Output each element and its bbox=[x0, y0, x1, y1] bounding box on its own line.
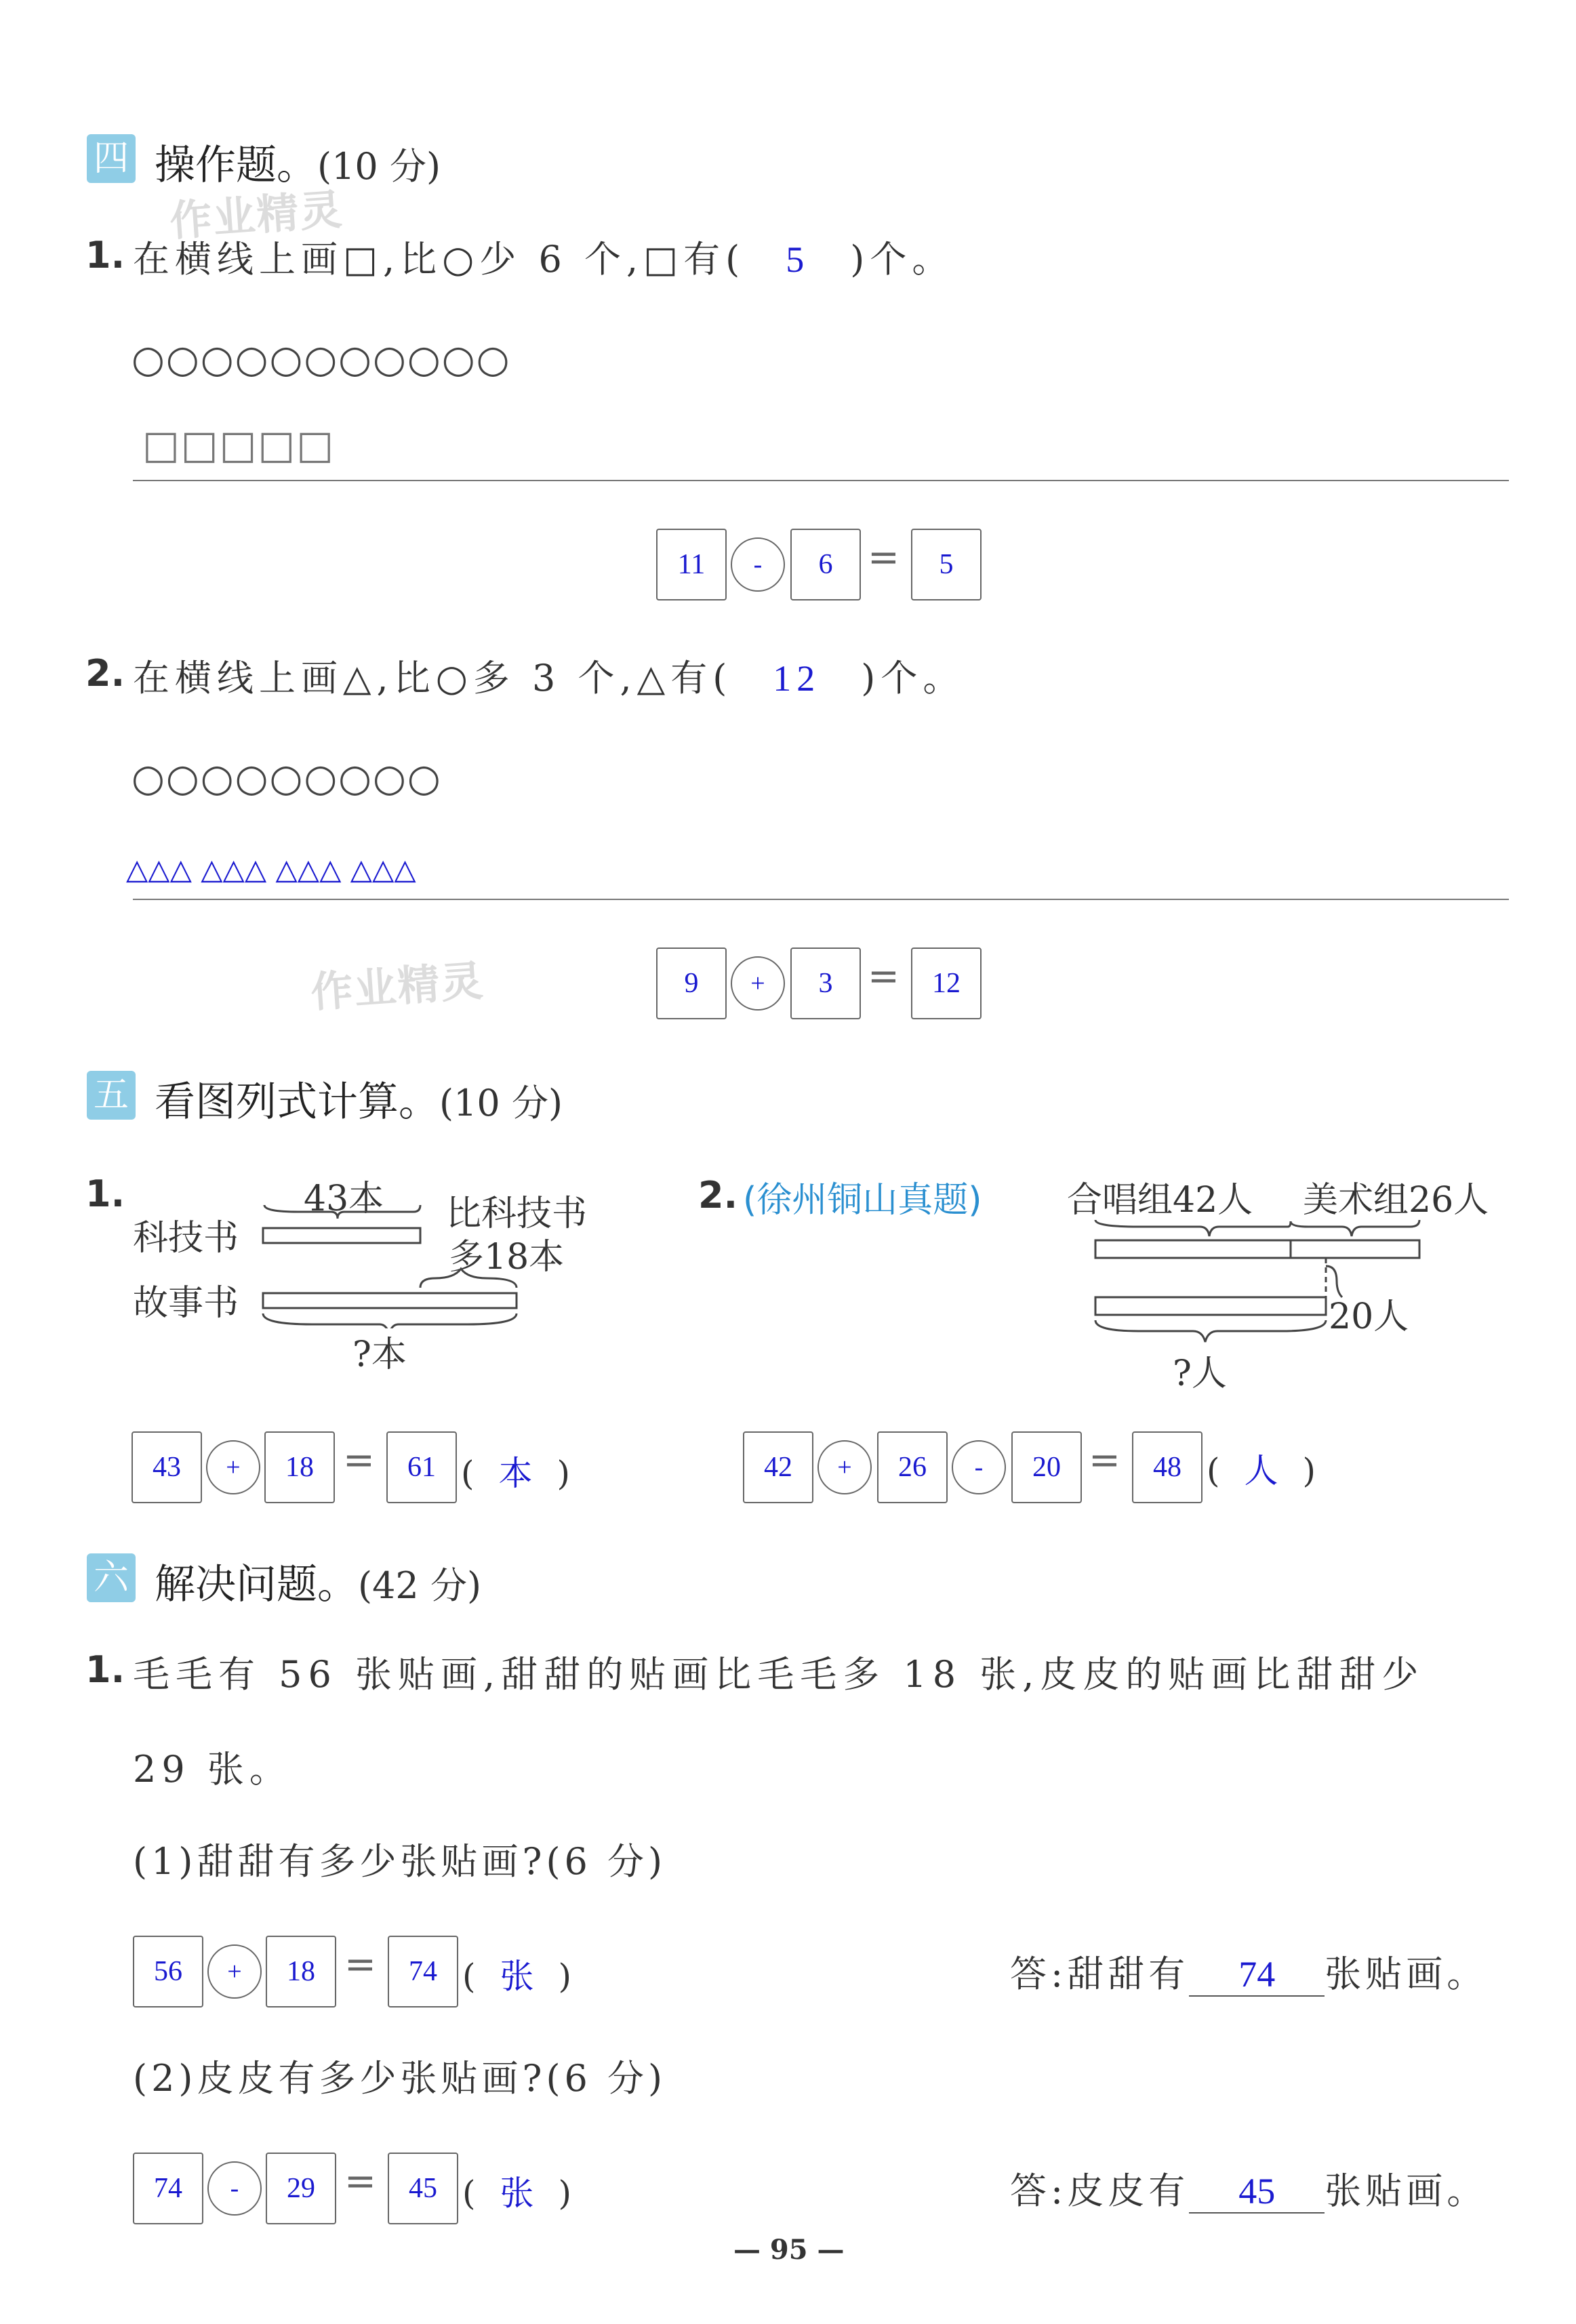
operator-circle: + bbox=[731, 956, 785, 1011]
equation-box-b: 29 bbox=[266, 2153, 336, 2224]
unit-value: 张 bbox=[500, 1957, 534, 1995]
question-text-after: )个。 bbox=[850, 238, 954, 281]
answer-prefix: 答:皮皮有 bbox=[1010, 2169, 1190, 2212]
section-title-text: 看图列式计算。 bbox=[155, 1078, 439, 1126]
section-title-text: 操作题。 bbox=[155, 142, 317, 189]
equals-sign: = bbox=[868, 535, 900, 579]
operator-circle-2: - bbox=[952, 1440, 1006, 1494]
equation-box-result: 48 bbox=[1132, 1431, 1203, 1503]
question-text bbox=[133, 649, 965, 701]
diagram-diff-label: 20人 bbox=[1329, 1297, 1409, 1337]
answer-baseline bbox=[133, 899, 1509, 900]
equals-sign: = bbox=[343, 1438, 375, 1482]
blank-answer: 5 bbox=[786, 239, 810, 280]
sub-question-2: (2)皮皮有多少张贴画?(6 分) bbox=[133, 2057, 667, 2100]
equation-box-b: 26 bbox=[877, 1431, 948, 1503]
answer-suffix: 张贴画。 bbox=[1325, 1953, 1488, 1995]
question-number: 2. bbox=[85, 652, 125, 695]
circles-row: ○○○○○○○○○○○ bbox=[132, 338, 511, 382]
section-badge-6: 六 bbox=[87, 1553, 136, 1602]
section-score: (42 分) bbox=[358, 1564, 482, 1607]
diagram-side-label-2: 多18本 bbox=[449, 1237, 565, 1278]
answer-sentence bbox=[1010, 2162, 1487, 2214]
problem-line-1: 毛毛有 56 张贴画,甜甜的贴画比毛毛多 18 张,皮皮的贴画比甜甜少 bbox=[133, 1653, 1425, 1696]
problem-line-2: 29 张。 bbox=[133, 1748, 291, 1791]
section-badge-5: 五 bbox=[87, 1071, 136, 1120]
diagram-label-b: 美术组26人 bbox=[1303, 1180, 1489, 1221]
section-title-6 bbox=[155, 1552, 481, 1610]
answer-blank: 74 bbox=[1189, 1953, 1325, 1997]
unit-answer: ( 张 ) bbox=[462, 1957, 572, 1996]
question-number: 1. bbox=[85, 1648, 125, 1691]
page-number: — 95 — bbox=[733, 2234, 845, 2266]
equals-sign: = bbox=[868, 954, 900, 998]
question-text-before: 在横线上画□,比○少 6 个,□有( bbox=[133, 238, 746, 281]
equation-box-result: 12 bbox=[911, 947, 982, 1019]
equation-box-a: 9 bbox=[656, 947, 727, 1019]
question-text-after: )个。 bbox=[861, 657, 965, 699]
equation-box-a: 42 bbox=[743, 1431, 813, 1503]
blank-answer: 12 bbox=[773, 658, 821, 699]
operator-circle: - bbox=[731, 537, 785, 592]
watermark: 作业精灵 bbox=[168, 184, 345, 246]
equation-box-a: 56 bbox=[133, 1936, 203, 2007]
question-number: 1. bbox=[85, 234, 125, 277]
unit-answer: ( 张 ) bbox=[462, 2174, 572, 2213]
unit-answer: ( 本 ) bbox=[461, 1454, 571, 1493]
diagram-label-a: 合唱组42人 bbox=[1067, 1180, 1253, 1221]
unit-value: 人 bbox=[1244, 1452, 1278, 1490]
sub-question-1: (1)甜甜有多少张贴画?(6 分) bbox=[133, 1840, 667, 1883]
question-number: 2. bbox=[698, 1174, 738, 1217]
equation-box-b: 3 bbox=[790, 947, 861, 1019]
equation-box-b: 6 bbox=[790, 529, 861, 600]
operator-circle: + bbox=[207, 1944, 262, 1999]
equals-sign: = bbox=[344, 2159, 376, 2203]
section-title-5 bbox=[155, 1069, 563, 1128]
section-score: (10 分) bbox=[317, 145, 441, 188]
unit-answer: ( 人 ) bbox=[1207, 1451, 1316, 1490]
equation-box-result: 61 bbox=[386, 1431, 457, 1503]
operator-circle-1: + bbox=[817, 1440, 872, 1494]
equation-box-result: 5 bbox=[911, 529, 982, 600]
equation-box-a: 74 bbox=[133, 2153, 203, 2224]
diagram-label-bottom: ?本 bbox=[352, 1334, 407, 1375]
diagram-label-bottom: ?人 bbox=[1173, 1353, 1227, 1394]
equation-box-b: 18 bbox=[266, 1936, 336, 2007]
answer-blank: 45 bbox=[1189, 2170, 1325, 2214]
answer-prefix: 答:甜甜有 bbox=[1010, 1953, 1190, 1995]
operator-circle: + bbox=[206, 1440, 260, 1494]
circles-row: ○○○○○○○○○ bbox=[132, 756, 442, 800]
equation-box-result: 45 bbox=[388, 2153, 458, 2224]
question-number: 1. bbox=[85, 1173, 125, 1215]
unit-value: 本 bbox=[498, 1454, 533, 1492]
segment-diagram-groups bbox=[1085, 1206, 1437, 1362]
section-score: (10 分) bbox=[439, 1082, 563, 1124]
equation-box-a: 43 bbox=[132, 1431, 202, 1503]
diagram-side-label-1: 比科技书 bbox=[446, 1194, 588, 1234]
answer-sentence bbox=[1010, 1945, 1487, 1997]
equation-box-c: 20 bbox=[1011, 1431, 1082, 1503]
equation-box-result: 74 bbox=[388, 1936, 458, 2007]
answer-baseline bbox=[133, 480, 1509, 481]
equation-box-b: 18 bbox=[264, 1431, 335, 1503]
unit-value: 张 bbox=[500, 2174, 534, 2212]
question-text-before: 在横线上画△,比○多 3 个,△有( bbox=[133, 657, 733, 699]
question-text bbox=[133, 230, 954, 283]
diagram-label-top: 43本 bbox=[304, 1179, 384, 1219]
watermark: 作业精灵 bbox=[309, 956, 486, 1017]
answer-suffix: 张贴画。 bbox=[1325, 2169, 1488, 2212]
equation-box-a: 11 bbox=[656, 529, 727, 600]
equals-sign: = bbox=[1089, 1438, 1120, 1482]
drawn-triangles: △△△ △△△ △△△ △△△ bbox=[126, 853, 416, 886]
drawn-squares: □□□□□ bbox=[142, 422, 335, 468]
diagram-label-row1: 科技书 bbox=[133, 1218, 239, 1259]
equals-sign: = bbox=[344, 1942, 376, 1986]
source-tag: (徐州铜山真题) bbox=[743, 1180, 982, 1221]
operator-circle: - bbox=[207, 2161, 262, 2216]
diagram-label-row2: 故事书 bbox=[133, 1283, 239, 1324]
section-title-text: 解决问题。 bbox=[155, 1561, 358, 1608]
segment-diagram-books bbox=[258, 1193, 529, 1328]
section-badge-4: 四 bbox=[87, 134, 136, 183]
